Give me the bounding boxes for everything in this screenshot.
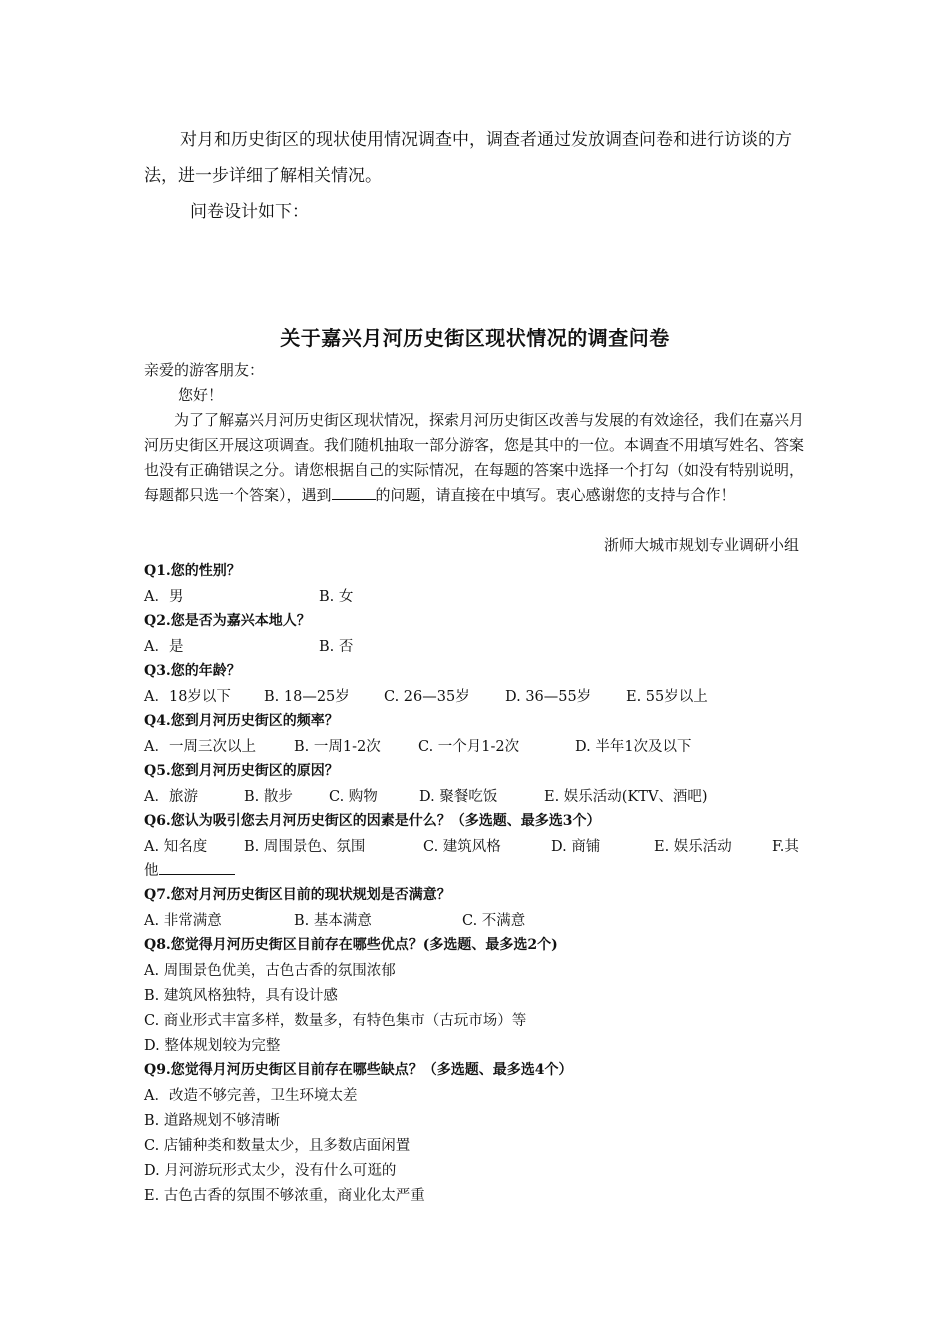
question-q3: Q3.您的年龄？ bbox=[144, 663, 241, 679]
greeting: 亲爱的游客朋友： bbox=[144, 361, 265, 379]
option-q5-a: A．旅游 bbox=[144, 789, 198, 805]
option-q2-b: B. 否 bbox=[319, 639, 354, 655]
question-q9: Q9.您觉得月河历史街区目前存在哪些缺点？（多选题、最多选4个） bbox=[144, 1062, 573, 1078]
intro-text-2: 问卷设计如下： bbox=[190, 202, 309, 222]
option-q3-a: A．18岁以下 bbox=[144, 689, 231, 705]
option-q9-c: C. 店铺种类和数量太少，且多数店面闲置 bbox=[144, 1138, 411, 1154]
option-q7-c: C. 不满意 bbox=[462, 913, 526, 929]
option-q9-a: A．改造不够完善，卫生环境太差 bbox=[144, 1088, 358, 1104]
option-q3-b: B. 18—25岁 bbox=[264, 689, 350, 705]
option-q6-f-continued bbox=[144, 859, 235, 880]
option-q4-a: A．一周三次以上 bbox=[144, 739, 256, 755]
option-q6-f-tail: 他 bbox=[144, 863, 159, 879]
question-q6: Q6.您认为吸引您去月河历史街区的因素是什么？（多选题、最多选3个） bbox=[144, 813, 601, 829]
hello: 您好！ bbox=[178, 386, 224, 404]
option-q7-b: B. 基本满意 bbox=[294, 913, 372, 929]
fill-blank-q6 bbox=[159, 860, 235, 875]
option-q4-b: B. 一周1-2次 bbox=[294, 739, 381, 755]
option-q6-f: F.其 bbox=[772, 839, 799, 855]
option-q2-a: A．是 bbox=[144, 639, 184, 655]
option-q7-a: A. 非常满意 bbox=[144, 913, 222, 929]
option-q3-c: C. 26—35岁 bbox=[384, 689, 470, 705]
option-q5-e: E. 娱乐活动(KTV、酒吧) bbox=[544, 789, 708, 805]
option-q4-c: C. 一个月1-2次 bbox=[418, 739, 520, 755]
fill-blank bbox=[332, 485, 376, 500]
option-q8-c: C. 商业形式丰富多样，数量多，有特色集市（古玩市场）等 bbox=[144, 1013, 527, 1029]
option-q9-e: E. 古色古香的氛围不够浓重，商业化太严重 bbox=[144, 1188, 425, 1204]
question-q7: Q7.您对月河历史街区目前的现状规划是否满意？ bbox=[144, 887, 451, 903]
questionnaire-title: 关于嘉兴月河历史街区现状情况的调查问卷 bbox=[280, 326, 670, 350]
question-q8: Q8.您觉得月河历史街区目前存在哪些优点？(多选题、最多选2个) bbox=[144, 937, 558, 953]
option-q5-c: C. 购物 bbox=[329, 789, 378, 805]
option-q1-a: A．男 bbox=[144, 589, 184, 605]
option-q6-b: B. 周围景色、氛围 bbox=[244, 839, 366, 855]
intro-text: 对月和历史街区的现状使用情况调查中，调查者通过发放调查问卷和进行访谈的方法，进一步详细了解相关情况。 bbox=[144, 130, 792, 186]
option-q6-d: D. 商铺 bbox=[551, 839, 601, 855]
option-q8-b: B. 建筑风格独特，具有设计感 bbox=[144, 988, 338, 1004]
option-q8-a: A. 周围景色优美，古色古香的氛围浓郁 bbox=[144, 963, 396, 979]
letter-body bbox=[144, 408, 809, 508]
option-q6-a: A. 知名度 bbox=[144, 839, 208, 855]
option-q6-c: C. 建筑风格 bbox=[423, 839, 501, 855]
question-q2: Q2.您是否为嘉兴本地人？ bbox=[144, 613, 311, 629]
option-q6-e: E. 娱乐活动 bbox=[654, 839, 732, 855]
option-q3-d: D. 36—55岁 bbox=[505, 689, 592, 705]
option-q3-e: E. 55岁以上 bbox=[626, 689, 708, 705]
intro-paragraph-2 bbox=[190, 200, 852, 224]
letter-body-part-2: 的问题，请直接在中填写。衷心感谢您的支持与合作！ bbox=[375, 486, 736, 504]
option-q1-b: B. 女 bbox=[319, 589, 354, 605]
signature: 浙师大城市规划专业调研小组 bbox=[603, 536, 799, 554]
option-q9-d: D. 月河游玩形式太少，没有什么可逛的 bbox=[144, 1163, 397, 1179]
intro-paragraph bbox=[144, 122, 806, 194]
question-q1: Q1.您的性别？ bbox=[144, 563, 241, 579]
letter-body-part-1: 为了了解嘉兴月河历史街区现状情况，探索月河历史街区改善与发展的有效途径，我们在嘉兴月河历史街区开展这项调查。我们随机抽取一部分游客，您是其中的一位。本调查不用填写姓名、答案也没有正确错误之分。请您根据自己的实际情况，在每题的答案中选择一个打勾（如没有特别说明，每题都只选一个答案），遇到 bbox=[144, 411, 805, 504]
option-q9-b: B. 道路规划不够清晰 bbox=[144, 1113, 280, 1129]
option-q5-d: D. 聚餐吃饭 bbox=[419, 789, 498, 805]
option-q5-b: B. 散步 bbox=[244, 789, 293, 805]
question-q5: Q5.您到月河历史街区的原因？ bbox=[144, 763, 339, 779]
option-q4-d: D. 半年1次及以下 bbox=[575, 739, 692, 755]
question-q4: Q4.您到月河历史街区的频率？ bbox=[144, 713, 339, 729]
option-q8-d: D. 整体规划较为完整 bbox=[144, 1038, 281, 1054]
